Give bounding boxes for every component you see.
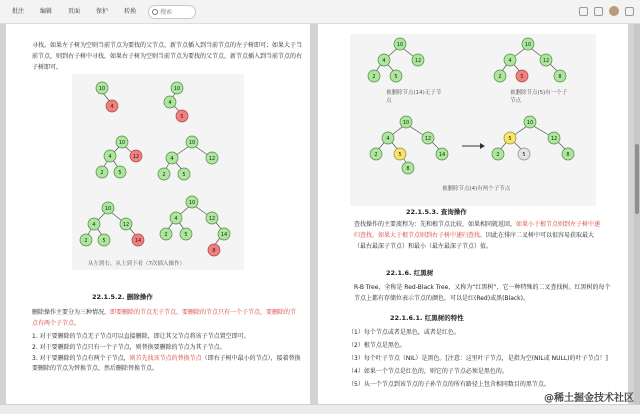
prop-4: （4）如果一个节点是红色的，则它的子节点必须是黑色的。 — [348, 368, 508, 375]
figure-caption: 从左到右，从上到下看（7次插入操作） — [88, 261, 186, 267]
delete-trees — [350, 34, 596, 206]
search-text — [354, 219, 604, 252]
svg-text:10: 10 — [98, 86, 106, 92]
svg-text:8: 8 — [566, 152, 570, 158]
svg-text:5: 5 — [180, 114, 184, 120]
svg-text:5: 5 — [508, 136, 512, 142]
svg-text:5: 5 — [182, 172, 186, 178]
svg-text:12: 12 — [132, 154, 140, 160]
svg-text:2: 2 — [374, 152, 378, 158]
svg-text:8: 8 — [406, 166, 410, 172]
delete-intro-highlight: 即要删除的节点无子节点，要删除的节点只有一个子节点，要删除的节点有两个子节点。 — [32, 309, 297, 327]
delete-item-3 — [32, 354, 302, 374]
more-icon[interactable] — [625, 7, 634, 16]
svg-text:5: 5 — [522, 152, 526, 158]
svg-text:5: 5 — [520, 74, 524, 80]
scrollbar-thumb[interactable] — [635, 144, 639, 214]
delete-item-3-text: 3. 对于要删除的节点有两个子节点， — [32, 355, 130, 362]
caption-a: 被删除节点(14)无子节点 — [386, 90, 442, 104]
top-toolbar — [0, 0, 640, 24]
svg-text:2: 2 — [498, 74, 502, 80]
svg-text:4: 4 — [386, 136, 390, 142]
svg-text:5: 5 — [102, 238, 106, 244]
svg-text:4: 4 — [110, 104, 114, 110]
caption-c: 被删除节点(4)有两个子节点 — [442, 186, 511, 192]
svg-text:14: 14 — [438, 152, 446, 158]
svg-text:4: 4 — [168, 100, 172, 106]
svg-text:4: 4 — [382, 58, 386, 64]
svg-text:5: 5 — [394, 74, 398, 80]
search-text-b: 因此在排序二叉树中可以很容易获取最大（最右最深子节点）和最小（最左最深子节点）值。 — [354, 232, 595, 250]
svg-text:5: 5 — [184, 232, 188, 238]
svg-text:12: 12 — [208, 216, 216, 222]
watermark: @稀土掘金技术社区 — [544, 393, 634, 404]
insert-trees — [72, 74, 244, 270]
svg-text:14: 14 — [220, 232, 228, 238]
vertical-scrollbar[interactable] — [634, 24, 640, 404]
delete-item-1: 1. 对于要删除的节点无子节点可以直接删除，即让其父节点将该子节点置空即可。 — [32, 333, 250, 340]
svg-text:2: 2 — [372, 74, 376, 80]
settings-icon[interactable] — [594, 7, 603, 16]
svg-text:10: 10 — [188, 200, 196, 206]
svg-text:12: 12 — [424, 136, 432, 142]
arrowhead-icon — [480, 143, 485, 149]
delete-item-3-highlight: 则首先找该节点的替换节点 — [129, 355, 202, 362]
svg-text:10: 10 — [524, 42, 532, 48]
prop-3: （3）每个叶子节点（NIL）是黑色。[注意：这里叶子节点，是指为空(NIL或 NULL)的叶子节点！] — [348, 355, 608, 362]
caption-b: 被删除节点(5)有一个子节点 — [510, 90, 568, 104]
svg-text:4: 4 — [174, 216, 178, 222]
menu-edit[interactable]: 编辑 — [40, 7, 53, 15]
menu-annotate[interactable]: 批注 — [12, 7, 25, 15]
svg-text:12: 12 — [414, 58, 422, 64]
svg-text:4: 4 — [170, 156, 174, 162]
layout-icon[interactable] — [579, 7, 588, 16]
svg-text:8: 8 — [558, 74, 562, 80]
insert-figure — [72, 74, 244, 270]
svg-text:2: 2 — [164, 232, 168, 238]
svg-text:2: 2 — [100, 170, 104, 176]
delete-intro-text: 删除操作主要分为三种情况， — [32, 309, 111, 316]
rbt-text: R-B Tree，全称是 Red-Black Tree，又称为“红黑树”，它一种特殊的二叉查找树。红黑树的每个节点上都有存储位表示节点的颜色，可以是红(Red)或黑(Black)。 — [354, 284, 611, 302]
menu-page[interactable]: 页面 — [68, 7, 81, 15]
delete-intro — [32, 307, 302, 329]
svg-text:2: 2 — [496, 152, 500, 158]
svg-text:10: 10 — [173, 86, 181, 92]
menu-bar — [4, 0, 144, 24]
svg-text:4: 4 — [108, 154, 112, 160]
document-workspace — [0, 24, 640, 404]
svg-text:4: 4 — [92, 222, 96, 228]
search-label: 搜索 — [160, 9, 173, 16]
svg-text:2: 2 — [84, 238, 88, 244]
svg-text:12: 12 — [542, 58, 550, 64]
window-controls — [579, 6, 634, 16]
status-bar — [0, 404, 640, 414]
svg-text:10: 10 — [526, 120, 534, 126]
svg-text:5: 5 — [118, 170, 122, 176]
search-text-a: 查找操作的主要流程为：先和根节点比较，如果相同就返回， — [354, 221, 517, 228]
prop-2: （2）根节点是黑色。 — [348, 342, 406, 349]
intro-text: 寻找。如果左子树为空则当前节点为要找的父节点，新节点插入到当前节点的左子树即可；如果大于当前节点，则到右子树中寻找，如果右子树为空则当前节点为要找的父节点，新节点插入到当前节点的右子树即可。 — [32, 42, 303, 71]
menu-convert[interactable]: 转换 — [124, 7, 137, 15]
svg-text:5: 5 — [398, 152, 402, 158]
left-page — [6, 24, 310, 404]
svg-text:10: 10 — [402, 120, 410, 126]
svg-text:10: 10 — [104, 206, 112, 212]
svg-text:14: 14 — [134, 238, 142, 244]
svg-text:10: 10 — [396, 42, 404, 48]
svg-text:12: 12 — [122, 222, 130, 228]
svg-text:12: 12 — [550, 136, 558, 142]
svg-text:8: 8 — [212, 248, 216, 254]
svg-text:2: 2 — [162, 172, 166, 178]
delete-heading: 22.1.5.2. 删除操作 — [92, 293, 153, 301]
search-icon — [152, 9, 158, 15]
props-heading: 22.1.6.1. 红黑树的特性 — [390, 314, 464, 322]
delete-item-2: 2. 对于要删除的节点只有一个子节点，则替换要删除的节点为其子节点。 — [32, 344, 226, 351]
right-page — [318, 24, 628, 404]
search-text-highlight: 如果小于根节点则到左子树中递归查找，如果大于根节点则到右子树中递归查找。 — [354, 221, 601, 239]
avatar[interactable] — [609, 6, 619, 16]
prop-5: （5）从一个节点到该节点的子孙节点的所有路径上包含相同数目的黑节点。 — [348, 381, 550, 388]
prop-1: （1）每个节点或者是黑色，或者是红色。 — [348, 329, 460, 336]
search-box[interactable] — [148, 5, 196, 19]
delete-figure — [350, 34, 596, 206]
svg-text:4: 4 — [508, 58, 512, 64]
svg-text:10: 10 — [118, 140, 126, 146]
svg-text:12: 12 — [208, 156, 216, 162]
delete-item-3-rest: （即右子树中最小的节点），接着替换要删除的节点为替换节点，然后删除替换节点。 — [32, 355, 301, 372]
svg-text:10: 10 — [188, 140, 196, 146]
search-heading: 22.1.5.3. 查询操作 — [406, 208, 467, 216]
rbt-heading: 22.1.6. 红黑树 — [386, 269, 434, 277]
menu-protect[interactable]: 保护 — [96, 7, 109, 15]
